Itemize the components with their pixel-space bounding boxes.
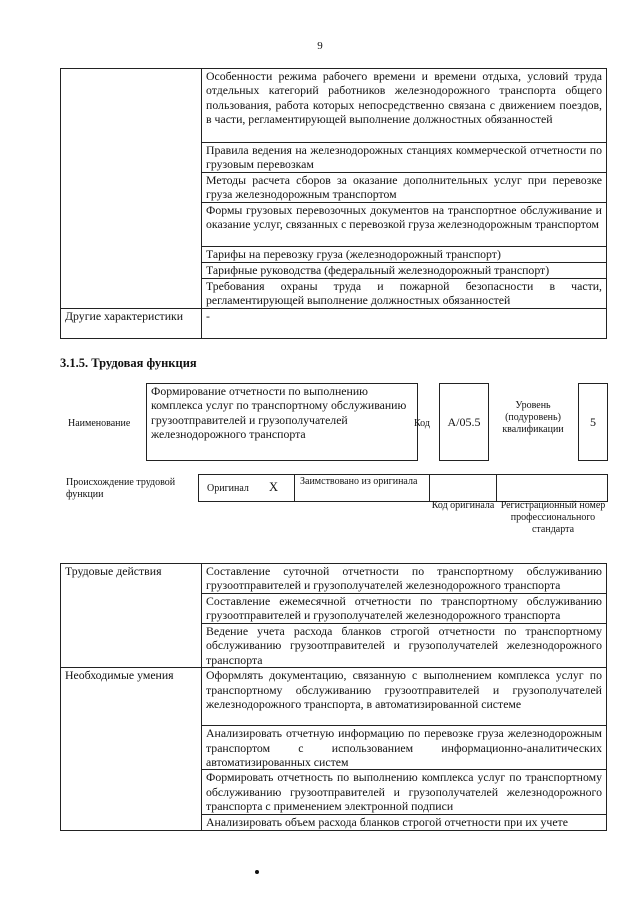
actions-label: Трудовые действия	[61, 564, 202, 668]
qualification-level: 5	[578, 383, 608, 461]
function-name: Формирование отчетности по выполнению комплекса услуг по транспортному обслуживанию грузоотправителей и грузополучателей железнодорожного транспорта	[146, 383, 418, 461]
knowledge-row: Методы расчета сборов за оказание дополнительных услуг при перевозке груза железнодорожным транспортом	[202, 173, 607, 203]
other-characteristics-value: -	[202, 309, 607, 339]
knowledge-row: Правила ведения на железнодорожных станциях коммерческой отчетности по грузовым перевозкам	[202, 143, 607, 173]
code-caption: Код оригинала	[431, 500, 495, 511]
origin-label: Происхождение трудовой функции	[66, 477, 176, 500]
section-heading: 3.1.5. Трудовая функция	[60, 356, 197, 370]
action-row: Составление ежемесячной отчетности по транспортному обслуживанию грузоотправителей и грузополучателей железнодорожного транспорта	[202, 594, 607, 624]
skill-row: Формировать отчетность по выполнению комплекса услуг по транспортному обслуживанию грузоотправителей и грузополучателей железнодорожного транспорта с применением электронной подписи	[202, 770, 607, 814]
borrowed-label: Заимствовано из оригинала	[300, 476, 418, 487]
reg-caption: Регистрационный номер профессионального стандарта	[500, 500, 606, 535]
original-label: Оригинал	[207, 483, 249, 494]
knowledge-row: Требования охраны труда и пожарной безопасности в части, регламентирующей выполнение должностных обязанностей	[202, 279, 607, 309]
skill-row: Оформлять документацию, связанную с выполнением комплекса услуг по транспортному обслуживанию грузоотправителей и грузополучателей железнодорожного транспорта, в автоматизированной системе	[202, 668, 607, 726]
knowledge-row: Тарифы на перевозку груза (железнодорожный транспорт)	[202, 247, 607, 263]
skill-row: Анализировать отчетную информацию по перевозке груза железнодорожным транспортом с использованием информационно-аналитических автоматизированных систем	[202, 726, 607, 770]
function-code: А/05.5	[439, 383, 489, 461]
original-mark: Х	[269, 480, 279, 494]
skills-label: Необходимые умения	[61, 668, 202, 830]
function-table	[60, 563, 607, 831]
knowledge-row: Формы грузовых перевозочных документов на транспортное обслуживание и оказание услуг, связанных с перевозкой груза железнодорожным транспортом	[202, 203, 607, 247]
code-label: Код	[414, 418, 430, 429]
level-label: Уровень (подуровень) квалификации	[502, 400, 564, 435]
page-number: 9	[317, 40, 323, 52]
skill-row: Анализировать объем расхода бланков строгой отчетности при их учете	[202, 814, 607, 830]
name-label: Наименование	[68, 418, 131, 429]
action-row: Ведение учета расхода бланков строгой отчетности по транспортному обслуживанию грузоотправителей и грузополучателей железнодорожного транспорта	[202, 624, 607, 668]
knowledge-row: Особенности режима рабочего времени и времени отдыха, условий труда отдельных категорий работников железнодорожного транспорта общего пользования, работа которых непосредственно связана с движением поездов, в части, регламентирующей выполнение должностных обязанностей	[202, 69, 607, 143]
other-characteristics-label: Другие характеристики	[61, 309, 202, 339]
bullet-mark	[255, 870, 259, 874]
action-row: Составление суточной отчетности по транспортному обслуживанию грузоотправителей и грузополучателей железнодорожного транспорта	[202, 564, 607, 594]
knowledge-table	[60, 68, 607, 339]
knowledge-row: Тарифные руководства (федеральный железнодорожный транспорт)	[202, 263, 607, 279]
origin-box	[198, 474, 608, 502]
